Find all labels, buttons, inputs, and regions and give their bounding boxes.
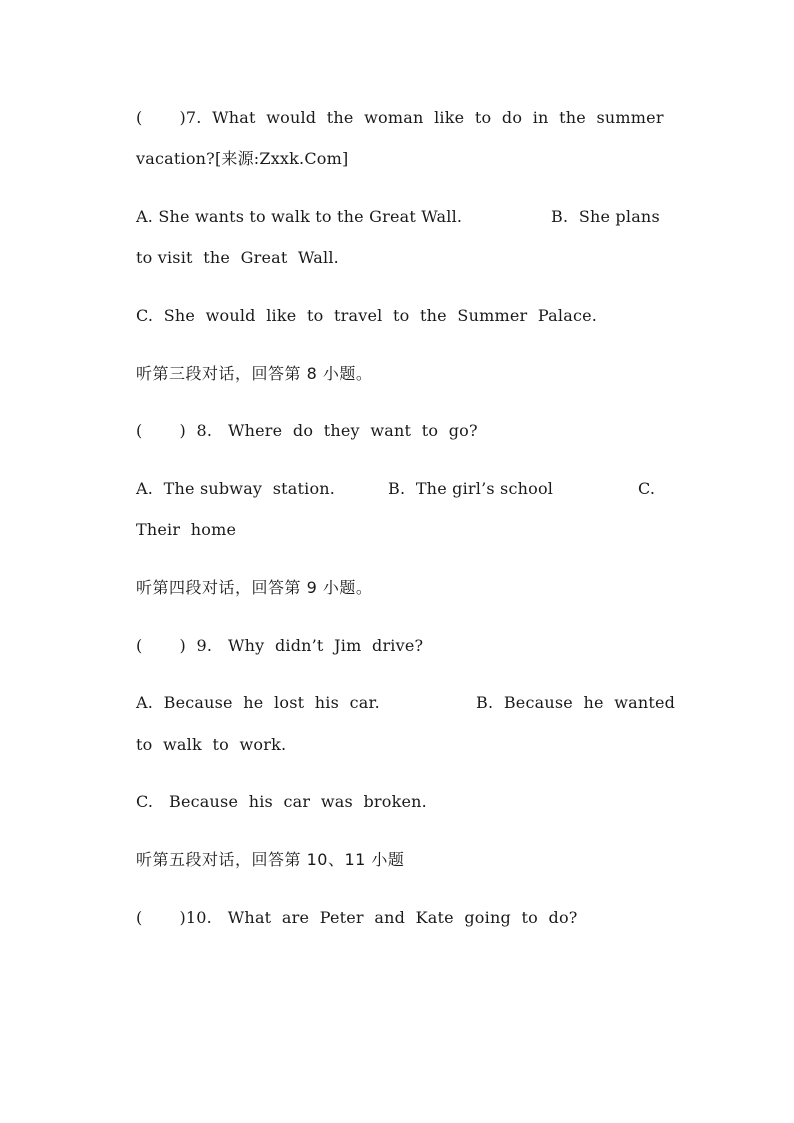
question-8-option-c-line-2: Their home — [136, 520, 237, 539]
question-7-line-2: vacation?[来源:Zxxk.Com] — [136, 149, 349, 168]
question-10: ( )10. What are Peter and Kate going to do? — [136, 908, 578, 927]
question-8-option-a: A. The subway station. — [136, 479, 336, 498]
question-7-option-a: A. She wants to walk to the Great Wall. — [136, 207, 463, 226]
question-8-option-b: B. The girl’s school — [388, 479, 554, 498]
question-9-option-a: A. Because he lost his car. — [136, 693, 380, 712]
question-7-option-b: B. She plans — [551, 207, 660, 226]
question-7-option-b-line-2: to visit the Great Wall. — [136, 248, 339, 267]
question-9-option-b: B. Because he wanted — [476, 693, 676, 712]
question-8-option-c: C. — [638, 479, 656, 498]
question-8: ( ) 8. Where do they want to go? — [136, 421, 478, 440]
question-7-line-1: ( )7. What would the woman like to do in the summer — [136, 108, 664, 127]
question-9-option-c: C. Because his car was broken. — [136, 792, 427, 811]
section-4-instruction: 听第四段对话，回答第 9 小题。 — [136, 578, 373, 597]
section-5-instruction: 听第五段对话，回答第 10、11 小题 — [136, 850, 405, 869]
question-9-option-b-line-2: to walk to work. — [136, 735, 287, 754]
question-7-option-c: C. She would like to travel to the Summer Palace. — [136, 306, 598, 325]
section-3-instruction: 听第三段对话，回答第 8 小题。 — [136, 364, 373, 383]
question-9: ( ) 9. Why didn’t Jim drive? — [136, 636, 424, 655]
